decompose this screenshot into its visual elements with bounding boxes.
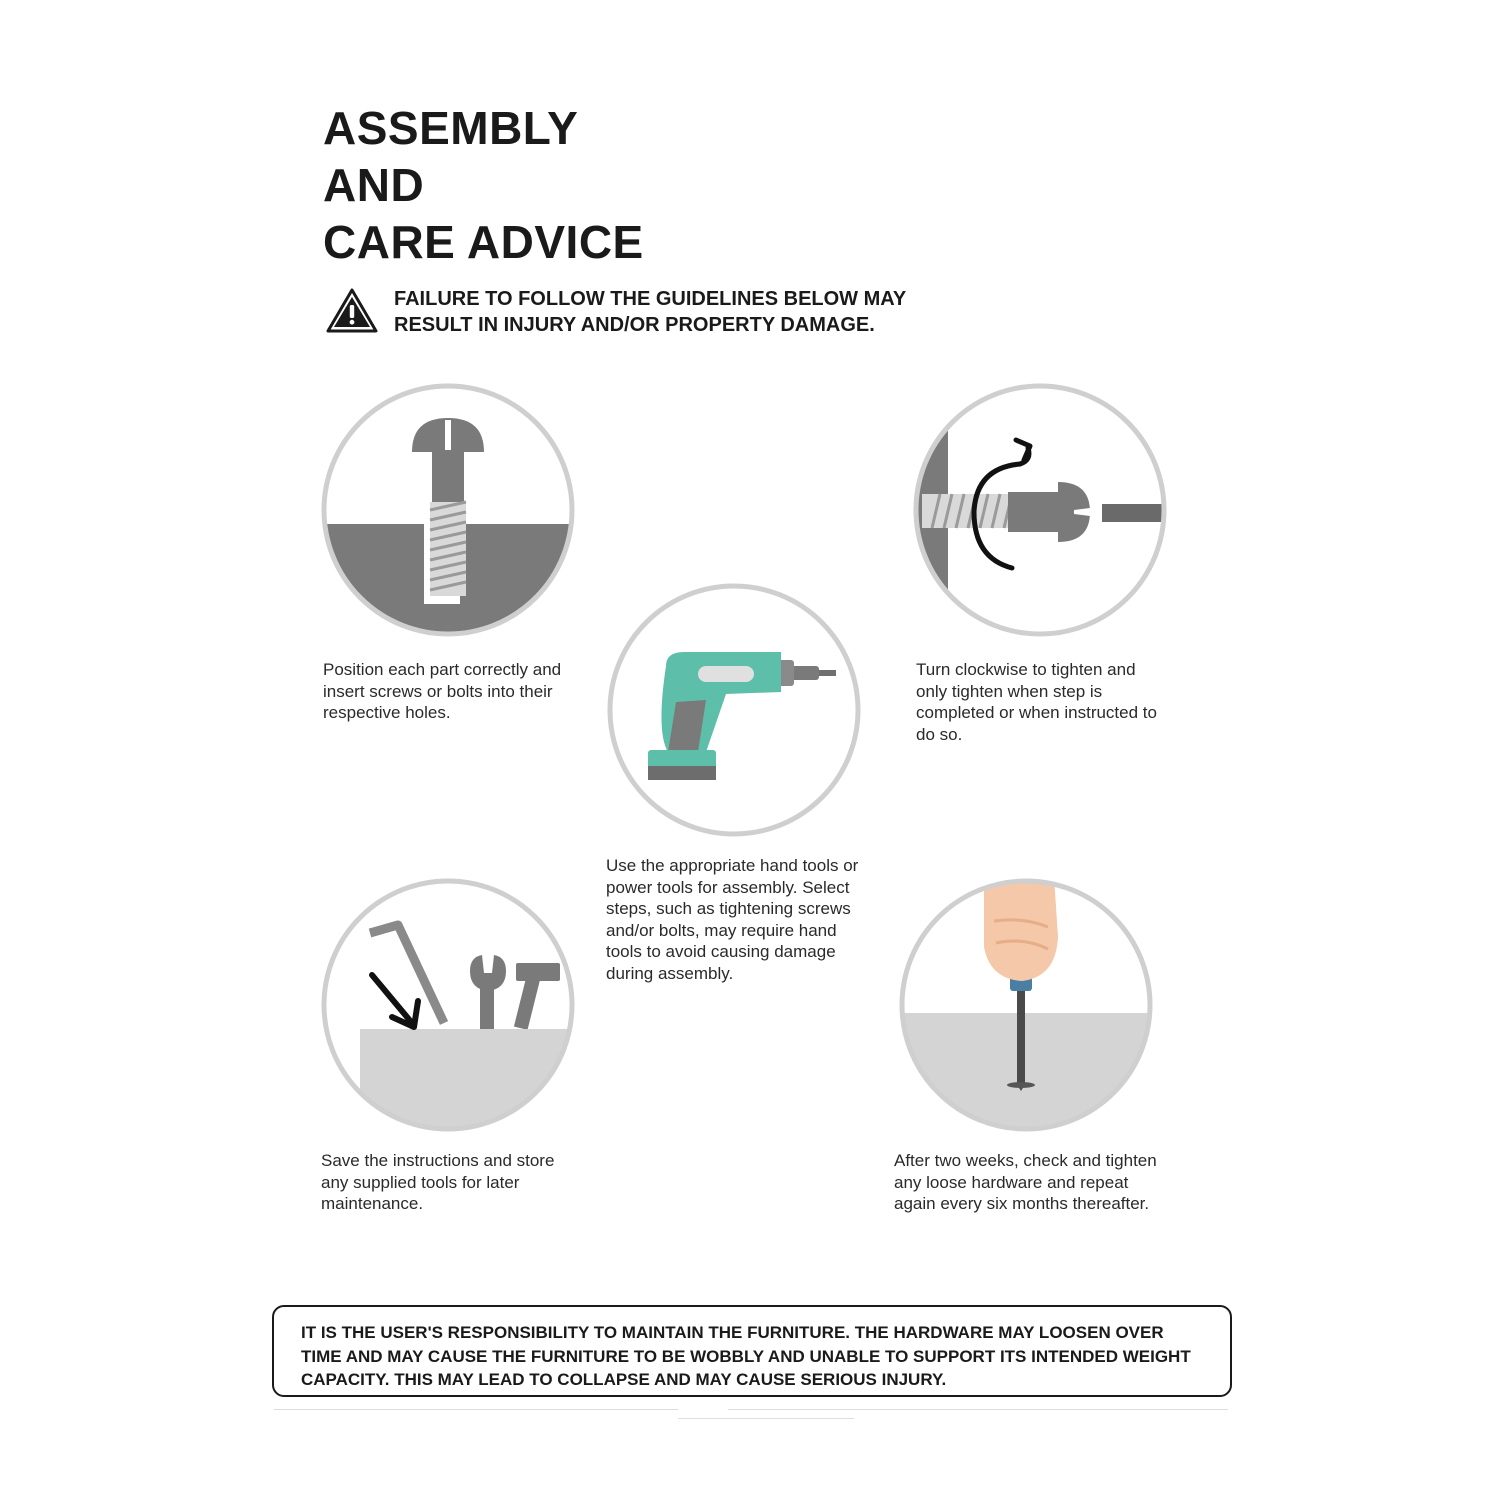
step-2-caption: Use the appropriate hand tools or power tools for assembly. Select steps, such as tightening screws and/or bolts, may require hand tools to avoid causing damage during assembly. — [606, 856, 859, 983]
responsibility-notice: IT IS THE USER'S RESPONSIBILITY TO MAINTAIN THE FURNITURE. THE HARDWARE MAY LOOSEN OVER TIME AND MAY CAUSE THE FURNITURE TO BE WOBBLY AND UNABLE TO SUPPORT ITS INTENDED WEIGHT CAPACITY. THIS MAY LEAD TO COLLAPSE AND MAY CAUSE SERIOUS INJURY. — [272, 1305, 1232, 1397]
step-4-caption: Save the instructions and store any supplied tools for later maintenance. — [321, 1151, 555, 1213]
title-line-1: ASSEMBLY — [323, 102, 579, 154]
page-title — [323, 100, 644, 271]
title-line-2: AND — [323, 159, 425, 211]
title-line-3: CARE ADVICE — [323, 216, 644, 268]
warning-triangle-icon — [326, 288, 378, 334]
footer-rule-center — [678, 1418, 854, 1419]
screw-insert-icon — [320, 382, 576, 638]
step-1-caption: Position each part correctly and insert screws or bolts into their respective holes. — [323, 660, 562, 722]
power-drill-icon — [606, 582, 862, 838]
warning-line-2: RESULT IN INJURY AND/OR PROPERTY DAMAGE. — [394, 314, 875, 336]
footer-rule-left — [274, 1409, 678, 1410]
warning-message — [394, 286, 994, 338]
step-5-caption: After two weeks, check and tighten any loose hardware and repeat again every six months thereafter. — [894, 1151, 1157, 1213]
warning-line-1: FAILURE TO FOLLOW THE GUIDELINES BELOW MAY — [394, 288, 907, 310]
clockwise-tighten-icon — [912, 382, 1168, 638]
step-3-caption: Turn clockwise to tighten and only tighten when step is completed or when instructed to do so. — [916, 660, 1157, 744]
footer-rule-right — [728, 1409, 1228, 1410]
tool-storage-icon — [320, 877, 576, 1133]
hand-screwdriver-icon — [898, 877, 1154, 1133]
